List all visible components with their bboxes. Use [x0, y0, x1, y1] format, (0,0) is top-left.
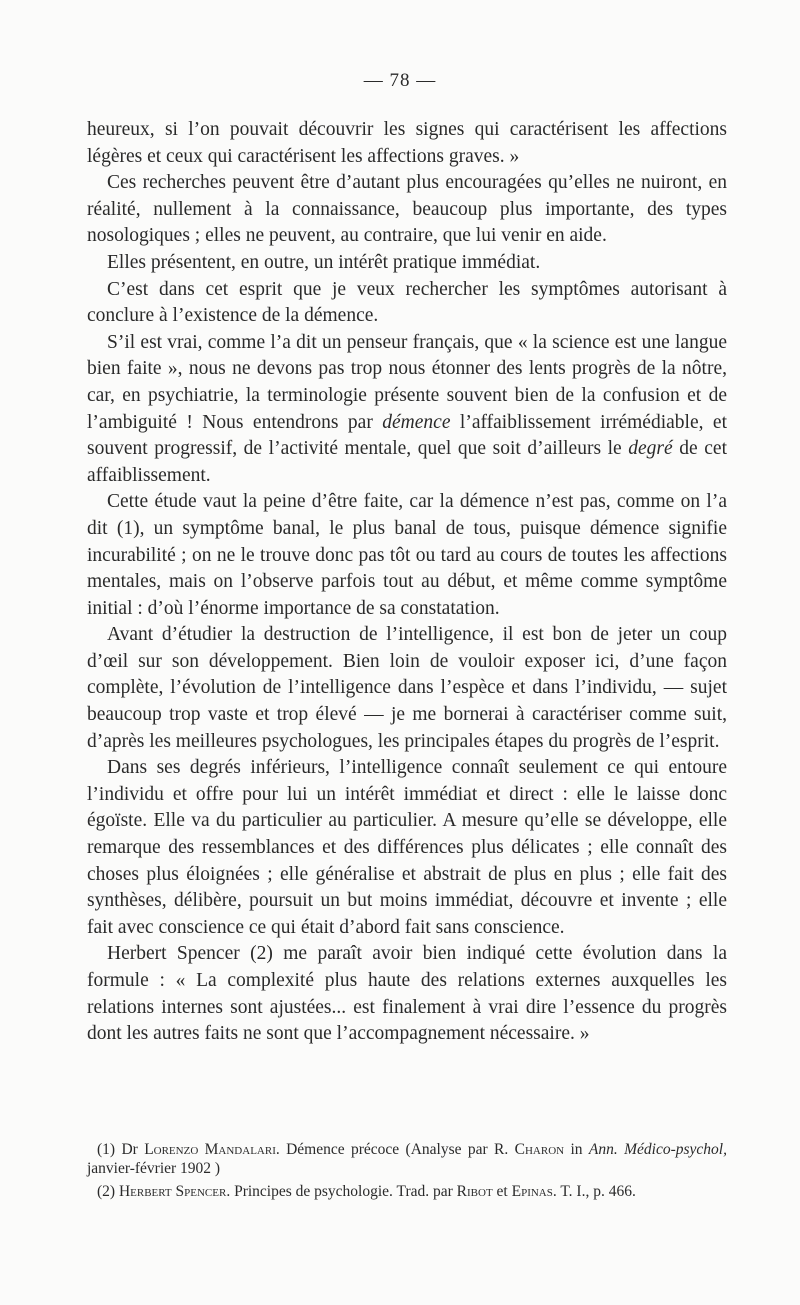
footnote-2-translator-2: Epinas — [511, 1183, 553, 1200]
paragraph-6: Cette étude vaut la peine d’être faite, car la démence n’est pas, comme on l’a dit (1), un symptôme banal, le plus banal de tous, puisque démence signifie incurabilité ; on ne le trouve donc pas tôt ou tard au cours de toutes les affections mentales, mais on l’observe parfois tout au début, et même comme symptôme initial : d’où l’énorme importance de sa constatation. — [87, 491, 727, 619]
footnote-2-et: et — [492, 1183, 512, 1200]
paragraph-1: heureux, si l’on pouvait découvrir les signes qui caractérisent les affections légères et ceux qui caractérisent les affections graves. » — [87, 119, 727, 167]
footnotes — [87, 1140, 727, 1205]
footnote-2-text: . Principes de psychologie. Trad. par — [226, 1183, 457, 1200]
paragraph-7: Avant d’étudier la destruction de l’intelligence, il est bon de jeter un coup d’œil sur son développement. Bien loin de vouloir exposer ici, d’une façon complète, l’évolution de l’intelligence dans l’espèce et dans l’individu, — sujet beaucoup trop vaste et trop élevé — je me bornerai à caractériser comme suit, d’après les meilleures psychologues, les principales étapes du progrès de l’esprit. — [87, 624, 727, 752]
paragraph-5 — [87, 330, 727, 490]
footnote-2-translator-1: Ribot — [456, 1183, 493, 1200]
body-text — [87, 117, 727, 1048]
paragraph-5-text-a: S’il est vrai, comme l’a dit un penseur français, que « la science est une langue bien faite », nous ne devons pas trop nous étonner des lents progrès de la nôtre, car, en psychiatrie, la terminologie présente souvent bien de la confusion et de l’ambiguité ! Nous entendrons par — [87, 331, 727, 433]
paragraph-3: Elles présentent, en outre, un intérêt pratique immédiat. — [107, 251, 541, 273]
footnote-1-journal: Ann. Médico-psychol, — [588, 1141, 727, 1158]
footnote-1-analyst: Charon — [514, 1141, 565, 1158]
paragraph-5-text-b: l’affaiblissement irrémédiable, et souvent progressif, de l’activité mentale, quel que soit d’ailleurs le — [87, 411, 727, 460]
footnote-1-date: janvier-février 1902 ) — [87, 1160, 221, 1177]
footnote-2 — [87, 1182, 727, 1201]
footnote-1-in: in — [564, 1141, 589, 1158]
footnote-2-number: (2) — [97, 1183, 119, 1200]
footnote-1-number: (1) — [97, 1141, 122, 1158]
footnote-1-author: Lorenzo Mandalari — [144, 1141, 276, 1158]
emphasis-degre: degré — [628, 438, 673, 460]
paragraph-4: C’est dans cet esprit que je veux rechercher les symptômes autorisant à conclure à l’existence de la démence. — [87, 278, 727, 327]
footnote-1 — [87, 1140, 727, 1178]
paragraph-2: Ces recherches peuvent être d’autant plus encouragées qu’elles ne nuiront, en réalité, nullement à la connaissance, beaucoup plus importante, des types nosologiques ; elles ne peuvent, au contraire, que lui venir en aide. — [87, 172, 727, 247]
paragraph-8: Dans ses degrés inférieurs, l’intelligence connaît seulement ce qui entoure l’individu et offre pour lui un intérêt immédiat et direct : elle le laisse donc égoïste. Elle va du particulier au particulier. A mesure qu’elle se développe, elle remarque des ressemblances et des différences plus délicates ; elle connaît des choses plus éloignées ; elle généralise et abstrait de plus en plus ; elle fait des synthèses, délibère, poursuit un but moins immédiat, découvre et invente ; elle fait avec conscience ce qui était d’abord fait sans conscience. — [87, 757, 727, 938]
paragraph-9: Herbert Spencer (2) me paraît avoir bien indiqué cette évolution dans la formule : « La complexité plus haute des relations externes auxquelles les relations internes sont ajustées... est finalement à vrai dire l’essence du progrès dont les autres faits ne sont que l’accompagnement nécessaire. » — [87, 943, 727, 1045]
page-number: — 78 — — [363, 70, 437, 91]
footnote-2-author: Herbert Spencer — [118, 1183, 227, 1200]
footnote-1-title: Dr — [121, 1141, 145, 1158]
footnote-2-end: . T. I., p. 466. — [552, 1183, 636, 1200]
footnote-1-text: . Démence précoce (Analyse par R. — [275, 1141, 515, 1158]
paragraph-5-text-c: de cet affaiblissement. — [87, 438, 727, 486]
emphasis-demence: démence — [382, 411, 451, 433]
